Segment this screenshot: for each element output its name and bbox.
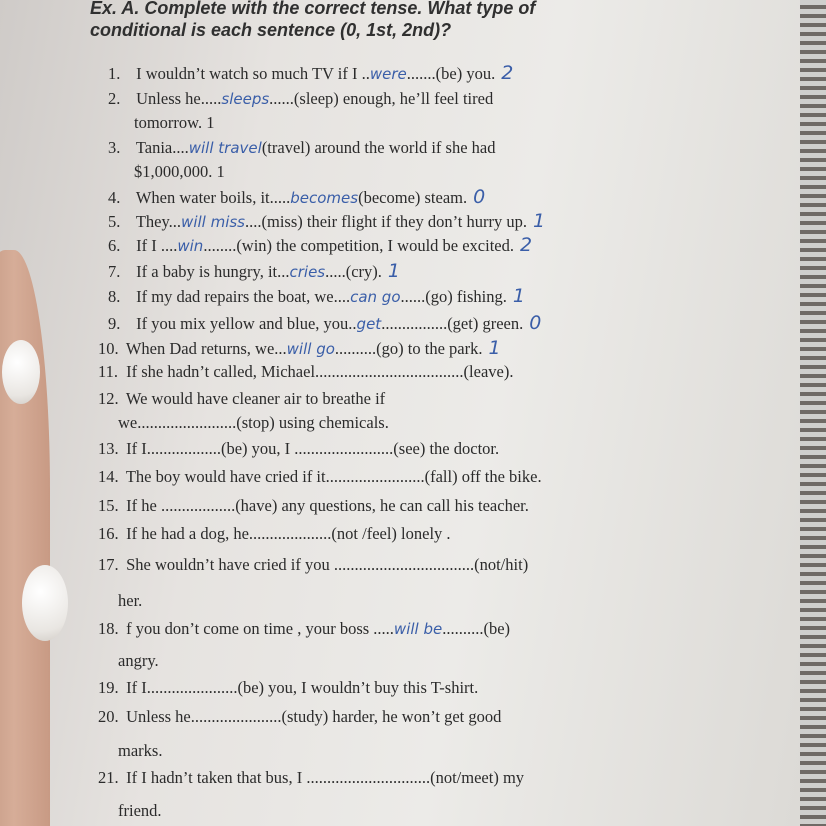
- item-text: When Dad returns, we...: [125, 339, 287, 358]
- item-text: When water boils, it.....: [135, 188, 291, 207]
- exercise-item: [98, 494, 748, 517]
- item-continuation: $1,000,000. 1: [134, 162, 225, 181]
- exercise-item: [108, 285, 758, 308]
- handwritten-answer: will be: [393, 620, 443, 638]
- exercise-item: [98, 676, 748, 699]
- item-number: 8.: [108, 287, 121, 306]
- exercise-item: [108, 234, 758, 257]
- exercise-item: [98, 617, 748, 640]
- conditional-type-mark: 2: [520, 234, 533, 256]
- conditional-type-mark: 0: [473, 186, 486, 208]
- exercise-item: [98, 360, 748, 383]
- item-text: If my dad repairs the boat, we....: [136, 287, 351, 306]
- item-text: If you mix yellow and blue, you..: [136, 314, 357, 333]
- item-text: She wouldn’t have cried if you ..................................(not/hit): [126, 555, 529, 574]
- handwritten-answer: get: [356, 315, 382, 333]
- item-number: 15.: [98, 496, 119, 515]
- item-number: 6.: [108, 236, 121, 255]
- handwritten-answer: were: [369, 65, 407, 83]
- item-continuation: marks.: [118, 741, 163, 760]
- item-continuation: friend.: [118, 801, 162, 820]
- item-number: 10.: [98, 339, 119, 358]
- item-number: 2.: [108, 89, 121, 108]
- item-text-end: .......(be) you.: [406, 64, 496, 83]
- item-number: 18.: [98, 619, 119, 638]
- item-number: 14.: [98, 467, 119, 486]
- conditional-type-mark: 0: [529, 312, 542, 334]
- exercise-item: [98, 437, 748, 460]
- item-number: 12.: [98, 389, 119, 408]
- item-text: If I..................(be) you, I ........................(see) the doctor.: [126, 439, 500, 458]
- perforated-edge: [800, 0, 826, 826]
- item-text-end: (become) steam.: [358, 188, 468, 207]
- item-number: 1.: [108, 64, 121, 83]
- item-text-end: ....(miss) their flight if they don’t hurry up.: [245, 212, 527, 231]
- exercise-item: [108, 186, 758, 209]
- exercise-title: Ex. A. Complete with the correct tense. What type of: [90, 0, 536, 18]
- item-text-end: ........(win) the competition, I would be excited.: [203, 236, 514, 255]
- handwritten-answer: will miss: [181, 213, 245, 231]
- item-text: f you don’t come on time , your boss .....: [126, 619, 394, 638]
- item-number: 19.: [98, 678, 119, 697]
- item-number: 13.: [98, 439, 119, 458]
- handwritten-answer: can go: [350, 288, 401, 306]
- exercise-item: [108, 210, 758, 233]
- exercise-item: [98, 387, 748, 410]
- item-text: We would have cleaner air to breathe if: [125, 389, 386, 408]
- exercise-item: [98, 705, 748, 728]
- item-text-end: ......(go) fishing.: [400, 287, 507, 306]
- item-number: 4.: [108, 188, 121, 207]
- exercise-item: [108, 62, 758, 85]
- conditional-type-mark: 1: [512, 285, 525, 307]
- conditional-type-mark: 1: [533, 210, 546, 232]
- item-text-end: ......(sleep) enough, he’ll feel tired: [269, 89, 494, 108]
- exercise-header: [90, 0, 730, 41]
- item-text: If I ....: [136, 236, 178, 255]
- item-number: 3.: [108, 138, 121, 157]
- fingernail: [2, 340, 40, 404]
- item-text: Tania....: [135, 138, 189, 157]
- item-text: If he had a dog, he....................(not /feel) lonely .: [126, 524, 451, 543]
- conditional-type-mark: 2: [501, 62, 514, 84]
- handwritten-answer: sleeps: [221, 90, 270, 108]
- handwritten-answer: will travel: [188, 139, 262, 157]
- handwritten-answer: cries: [289, 263, 326, 281]
- item-text: They...: [135, 212, 182, 231]
- item-text: I wouldn’t watch so much TV if I ..: [136, 64, 370, 83]
- exercise-item: [98, 337, 748, 360]
- conditional-type-mark: 1: [387, 260, 401, 282]
- exercise-item: [108, 87, 758, 110]
- exercise-item: [98, 522, 748, 545]
- fingernail: [22, 565, 68, 641]
- item-number: 17.: [98, 555, 119, 574]
- item-text: If I......................(be) you, I wouldn’t buy this T-shirt.: [126, 678, 479, 697]
- conditional-type-mark: 1: [488, 337, 501, 359]
- item-number: 20.: [98, 707, 119, 726]
- item-text: Unless he......................(study) harder, he won’t get good: [126, 707, 502, 726]
- item-text: Unless he.....: [136, 89, 222, 108]
- exercise-item: [108, 136, 758, 159]
- item-text: The boy would have cried if it........................(fall) off the bike.: [125, 467, 542, 486]
- item-text-end: .....(cry).: [325, 262, 382, 281]
- item-text: If she hadn’t called, Michael....................................(leave).: [126, 362, 514, 381]
- item-continuation: angry.: [118, 651, 159, 670]
- exercise-item: [108, 312, 758, 335]
- item-text: If I hadn’t taken that bus, I ..............................(not/meet) my: [126, 768, 525, 787]
- item-text: If a baby is hungry, it...: [136, 262, 290, 281]
- item-number: 21.: [98, 768, 119, 787]
- item-number: 11.: [98, 362, 119, 381]
- item-continuation: we........................(stop) using chemicals.: [118, 413, 389, 432]
- exercise-item: [98, 553, 748, 576]
- item-text-end: ..........(be): [442, 619, 511, 638]
- item-continuation: tomorrow. 1: [134, 113, 215, 132]
- item-number: 5.: [108, 212, 121, 231]
- exercise-item: [108, 260, 758, 283]
- item-text-end: (travel) around the world if she had: [261, 138, 496, 157]
- item-text-end: ................(get) green.: [381, 314, 524, 333]
- item-number: 16.: [98, 524, 119, 543]
- exercise-item: [98, 465, 748, 488]
- item-text-end: ..........(go) to the park.: [334, 339, 483, 358]
- item-continuation: her.: [118, 591, 143, 610]
- handwritten-answer: becomes: [290, 189, 359, 207]
- finger: [0, 250, 50, 826]
- item-number: 7.: [108, 262, 121, 281]
- exercise-question: conditional is each sentence (0, 1st, 2nd)?: [90, 20, 452, 40]
- handwritten-answer: win: [177, 237, 204, 255]
- item-number: 9.: [108, 314, 121, 333]
- handwritten-answer: will go: [286, 340, 335, 358]
- exercise-item: [98, 766, 748, 789]
- item-text: If he ..................(have) any questions, he can call his teacher.: [126, 496, 529, 515]
